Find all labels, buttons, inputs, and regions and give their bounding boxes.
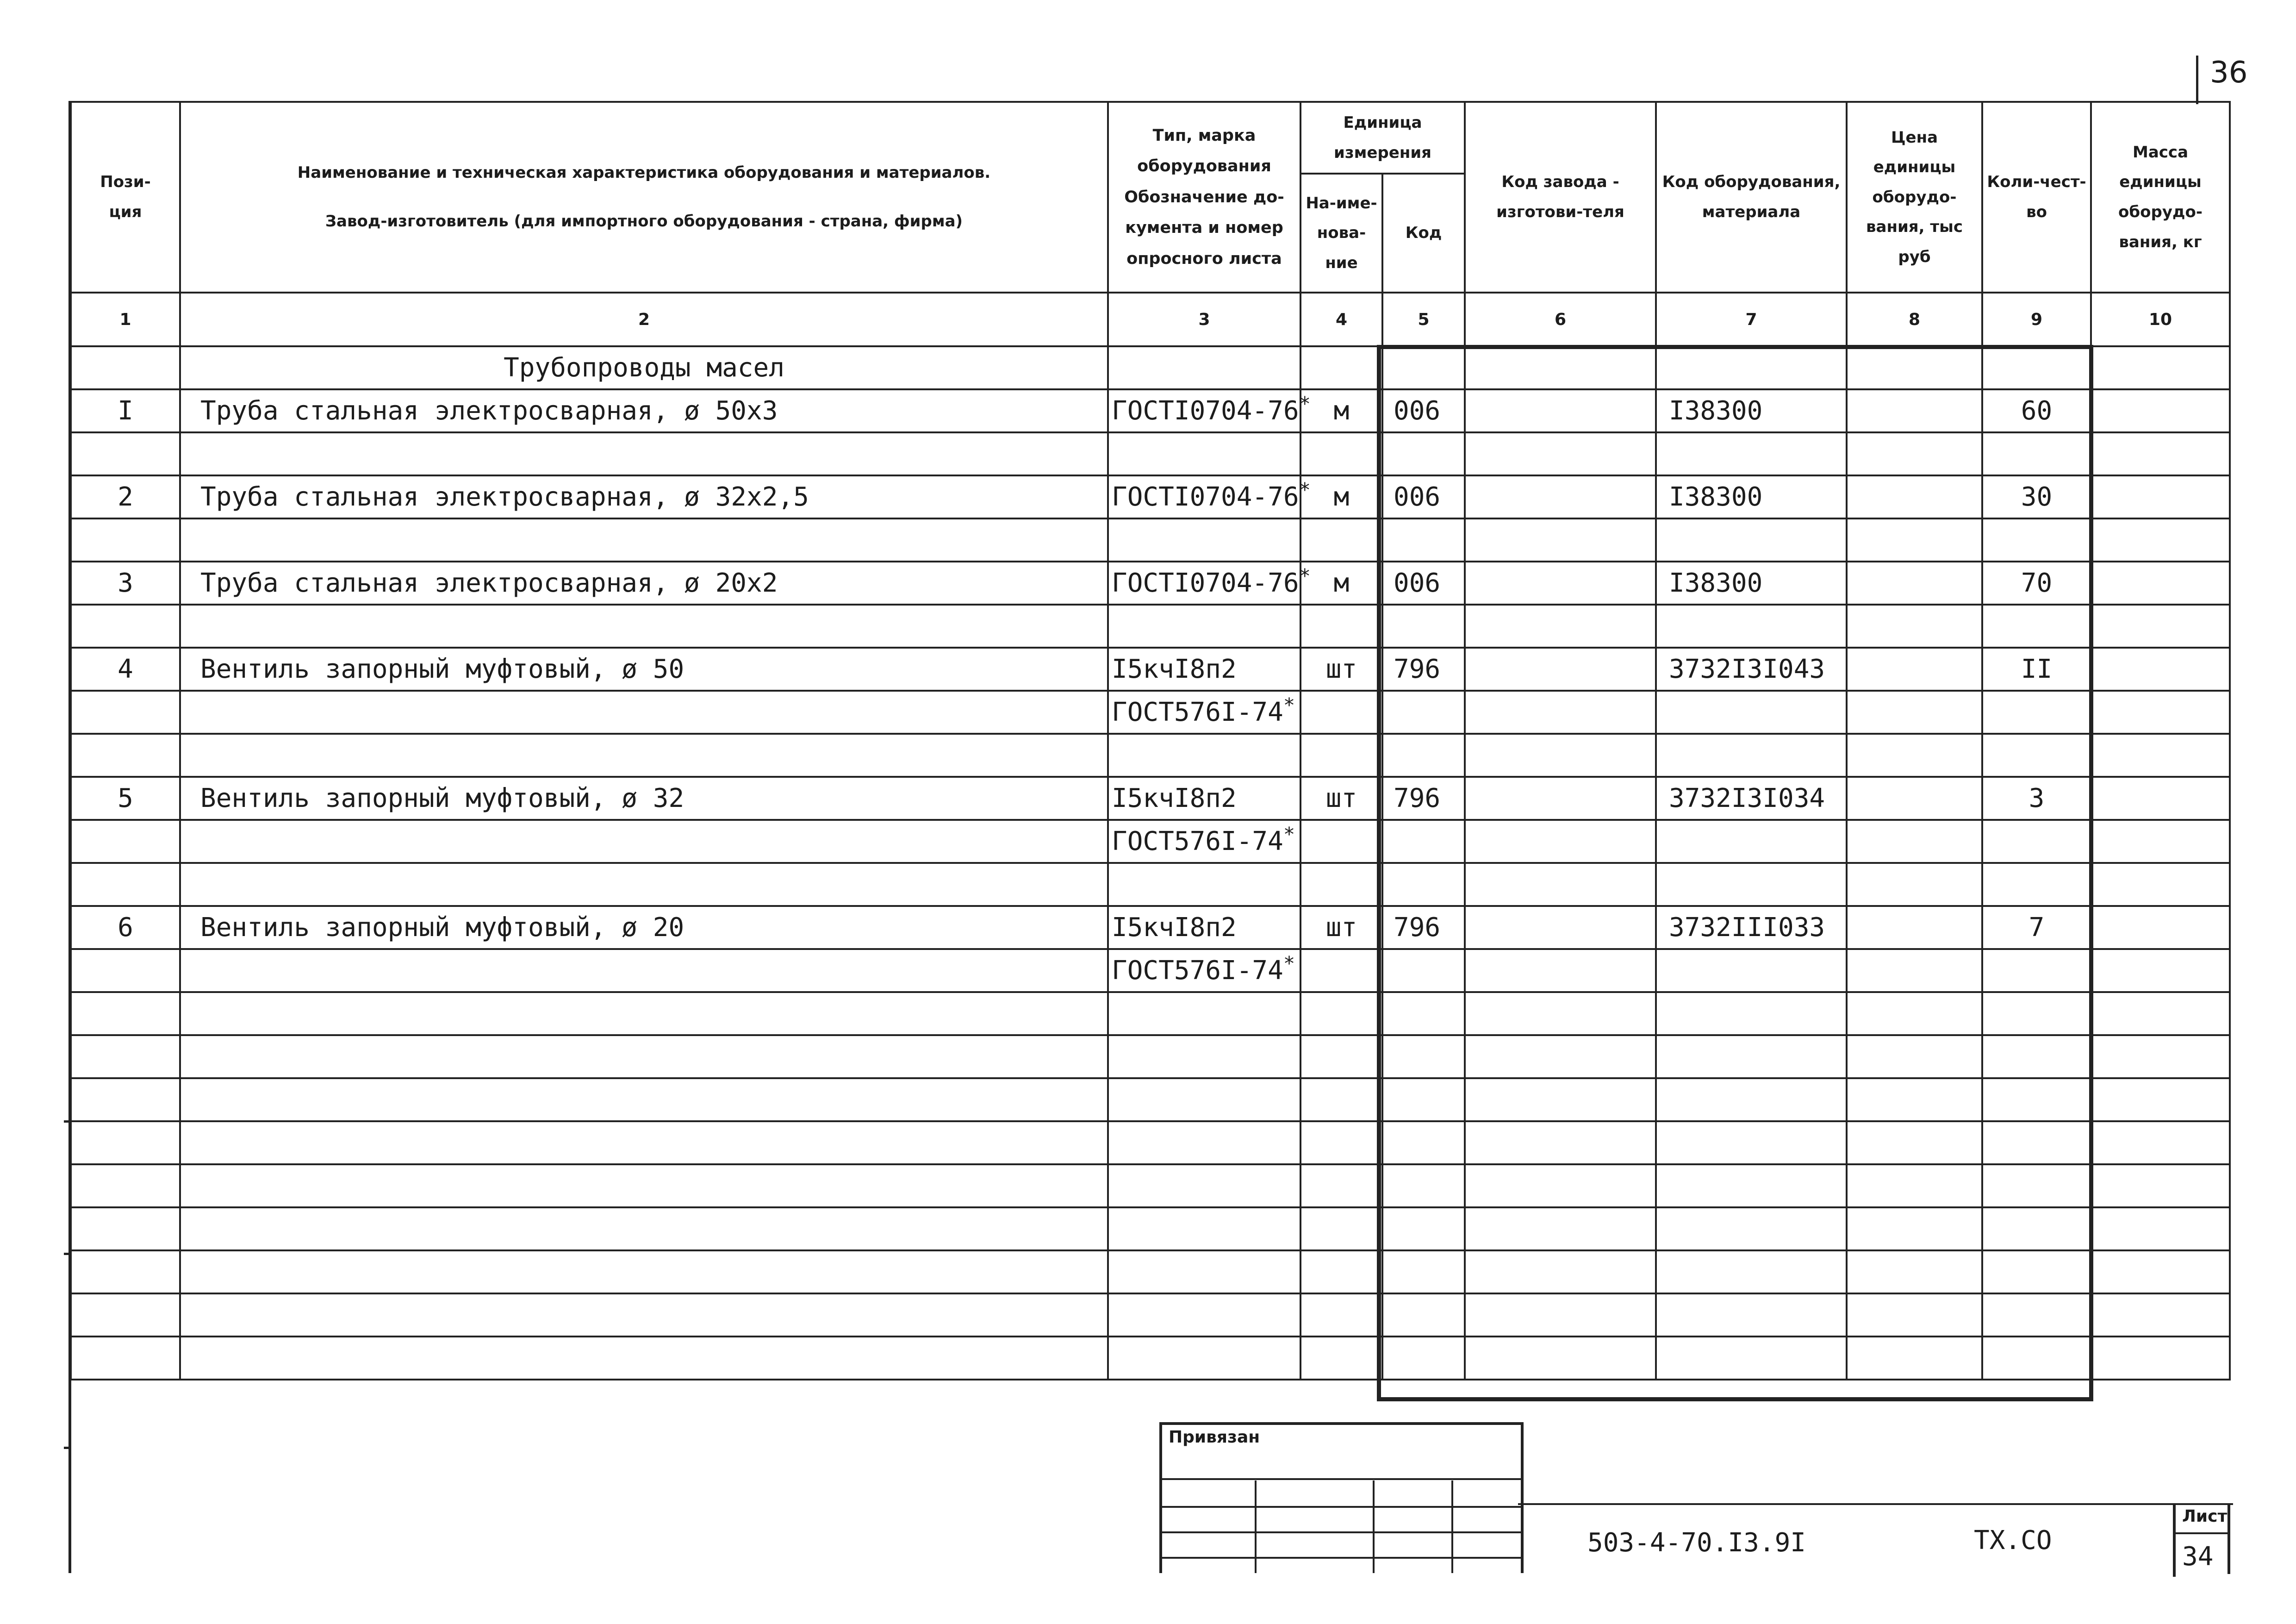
type-cell-standard [1108, 820, 1300, 863]
header-unit-name-text: На-име-нова-ние [1306, 194, 1377, 272]
name-cell: Вентиль запорный муфтовый, ø 50 [180, 648, 1108, 691]
position-cell: 5 [71, 777, 180, 820]
table-row-blank [71, 1293, 2230, 1337]
stamp-line [1162, 1478, 1521, 1480]
quantity-cell: 3 [1982, 777, 2091, 820]
column-number: 2 [180, 293, 1108, 346]
unit-code-cell: 796 [1382, 906, 1465, 949]
factory-code-cell [1465, 475, 1656, 518]
position-cell: 3 [71, 562, 180, 605]
factory-code-cell [1465, 906, 1656, 949]
column-number: 8 [1847, 293, 1982, 346]
header-mass-text: Масса единицы оборудо-вания, кг [2118, 143, 2203, 251]
quantity-cell: II [1982, 648, 2091, 691]
table-row-blank [71, 605, 2230, 648]
material-code-cell: 3732I3I043 [1656, 648, 1847, 691]
quantity-cell: 7 [1982, 906, 2091, 949]
header-unit-group-text: Единица измерения [1334, 113, 1431, 162]
factory-code-cell [1465, 562, 1656, 605]
stamp-divider [1451, 1480, 1453, 1573]
header-factory-code-text: Код завода - изготови-теля [1496, 173, 1624, 221]
unit-cell: м [1300, 562, 1382, 605]
table-row-blank [71, 863, 2230, 906]
type-text: ГОСТI0704-76 [1112, 568, 1299, 598]
header-factory-code [1465, 102, 1656, 293]
name-cell: Труба стальная электросварная, ø 32х2,5 [180, 475, 1108, 518]
document-series: ТХ.СО [1974, 1525, 2052, 1555]
asterisk-mark: * [1283, 823, 1295, 846]
mass-cell [2091, 906, 2230, 949]
quantity-cell: 30 [1982, 475, 2091, 518]
table-row [71, 906, 2230, 949]
sheet-page-number: 34 [2182, 1542, 2214, 1572]
table-row-blank [71, 992, 2230, 1035]
section-title-row [71, 346, 2230, 389]
header-unit-group [1300, 102, 1465, 174]
type-cell [1108, 389, 1311, 432]
table-row-blank [71, 1250, 2230, 1293]
binding-stamp [1159, 1422, 1524, 1573]
asterisk-mark: * [1283, 693, 1295, 717]
asterisk-mark: * [1299, 392, 1311, 415]
stamp-line [1162, 1531, 1521, 1533]
table-row-continuation [71, 691, 2230, 734]
table-row [71, 389, 2230, 432]
position-cell: 6 [71, 906, 180, 949]
material-code-cell: I38300 [1656, 389, 1847, 432]
type-text: ГОСТI0704-76 [1112, 396, 1299, 426]
type-cell-standard [1108, 949, 1300, 992]
standard-text: ГОСТ576I-74 [1112, 956, 1283, 986]
header-quantity-text: Коли-чест-во [1987, 173, 2086, 221]
unit-code-cell: 796 [1382, 648, 1465, 691]
type-cell-standard [1108, 691, 1300, 734]
table-row-blank [71, 1078, 2230, 1121]
table-row-blank [71, 1207, 2230, 1250]
column-number: 1 [71, 293, 180, 346]
header-type [1108, 102, 1300, 293]
header-type-text: Тип, марка оборудования Обозначение до-кумента и номер опросного листа [1124, 126, 1284, 268]
table-row-blank [71, 1337, 2230, 1380]
table-row-blank [71, 1035, 2230, 1078]
table-row-continuation [71, 949, 2230, 992]
column-number: 3 [1108, 293, 1300, 346]
quantity-cell: 60 [1982, 389, 2091, 432]
mass-cell [2091, 562, 2230, 605]
corner-sheet-number: 36 [2210, 56, 2248, 90]
header-name [180, 102, 1108, 293]
factory-code-cell [1465, 389, 1656, 432]
price-cell [1847, 389, 1982, 432]
type-cell [1108, 475, 1311, 518]
price-cell [1847, 648, 1982, 691]
header-name-line2: Завод-изготовитель (для импортного оборудования - страна, фирма) [325, 212, 963, 231]
factory-code-cell [1465, 777, 1656, 820]
unit-cell: м [1300, 389, 1382, 432]
type-cell: I5кчI8п2 [1108, 648, 1300, 691]
price-cell [1847, 562, 1982, 605]
type-cell: I5кчI8п2 [1108, 906, 1300, 949]
asterisk-mark: * [1299, 478, 1311, 501]
material-code-cell: I38300 [1656, 475, 1847, 518]
material-code-cell: I38300 [1656, 562, 1847, 605]
corner-tick [2196, 56, 2198, 104]
table-row [71, 648, 2230, 691]
column-number-row [71, 293, 2230, 346]
header-material-code-text: Код оборудования, материала [1662, 173, 1841, 221]
asterisk-mark: * [1283, 952, 1295, 975]
unit-code-cell: 006 [1382, 562, 1465, 605]
table-row-blank [71, 432, 2230, 475]
type-text: ГОСТI0704-76 [1112, 482, 1299, 512]
table-row-blank [71, 1164, 2230, 1207]
mass-cell [2091, 777, 2230, 820]
sheet-box-divider [2173, 1532, 2230, 1534]
unit-cell: шт [1300, 777, 1382, 820]
header-unit-code [1382, 174, 1465, 293]
specification-table [70, 101, 2231, 1380]
title-block-line [1518, 1503, 2175, 1505]
margin-tick [64, 1253, 71, 1255]
stamp-line [1162, 1557, 1521, 1559]
header-unit-code-text: Код [1405, 224, 1442, 243]
header-material-code [1656, 102, 1847, 293]
position-cell: 4 [71, 648, 180, 691]
price-cell [1847, 475, 1982, 518]
header-mass [2091, 102, 2230, 293]
column-number: 4 [1300, 293, 1382, 346]
mass-cell [2091, 475, 2230, 518]
mass-cell [2091, 648, 2230, 691]
price-cell [1847, 777, 1982, 820]
stamp-divider [1255, 1480, 1257, 1573]
table-row-blank [71, 518, 2230, 562]
header-position [71, 102, 180, 293]
unit-cell: м [1300, 475, 1382, 518]
mass-cell [2091, 389, 2230, 432]
table-row-blank [71, 734, 2230, 777]
header-quantity [1982, 102, 2091, 293]
unit-cell: шт [1300, 906, 1382, 949]
table-row-continuation [71, 820, 2230, 863]
column-number: 5 [1382, 293, 1465, 346]
table-row-blank [71, 1121, 2230, 1164]
column-number: 7 [1656, 293, 1847, 346]
stamp-line [1162, 1506, 1521, 1508]
unit-code-cell: 006 [1382, 475, 1465, 518]
margin-tick [64, 1447, 71, 1449]
header-unit-name [1300, 174, 1382, 293]
frame-left-line [68, 101, 71, 1573]
name-cell: Вентиль запорный муфтовый, ø 20 [180, 906, 1108, 949]
name-cell: Вентиль запорный муфтовый, ø 32 [180, 777, 1108, 820]
stamp-label: Привязан [1169, 1428, 1260, 1447]
type-cell: I5кчI8п2 [1108, 777, 1300, 820]
standard-text: ГОСТ576I-74 [1112, 697, 1283, 727]
table-row [71, 475, 2230, 518]
price-cell [1847, 906, 1982, 949]
unit-cell: шт [1300, 648, 1382, 691]
position-cell: 2 [71, 475, 180, 518]
position-cell: I [71, 389, 180, 432]
stamp-divider [1373, 1480, 1375, 1573]
column-number: 6 [1465, 293, 1656, 346]
table-row [71, 777, 2230, 820]
sheet-label: Лист [2182, 1507, 2228, 1526]
column-number: 9 [1982, 293, 2091, 346]
document-code: 503-4-70.I3.9I [1587, 1528, 1806, 1558]
asterisk-mark: * [1299, 564, 1311, 587]
column-number: 10 [2091, 293, 2230, 346]
unit-code-cell: 796 [1382, 777, 1465, 820]
header-price [1847, 102, 1982, 293]
quantity-cell: 70 [1982, 562, 2091, 605]
name-cell: Труба стальная электросварная, ø 50х3 [180, 389, 1108, 432]
header-name-line1: Наименование и техническая характеристика оборудования и материалов. [297, 163, 991, 182]
header-price-text: Цена единицы оборудо-вания, тыс руб [1866, 128, 1963, 266]
unit-code-cell: 006 [1382, 389, 1465, 432]
margin-tick [64, 1120, 71, 1123]
type-cell [1108, 562, 1311, 605]
header-position-text: Пози- ция [100, 173, 151, 221]
factory-code-cell [1465, 648, 1656, 691]
table-row [71, 562, 2230, 605]
section-title: Трубопроводы масел [180, 346, 1108, 389]
material-code-cell: 3732III033 [1656, 906, 1847, 949]
material-code-cell: 3732I3I034 [1656, 777, 1847, 820]
name-cell: Труба стальная электросварная, ø 20х2 [180, 562, 1108, 605]
standard-text: ГОСТ576I-74 [1112, 826, 1283, 856]
